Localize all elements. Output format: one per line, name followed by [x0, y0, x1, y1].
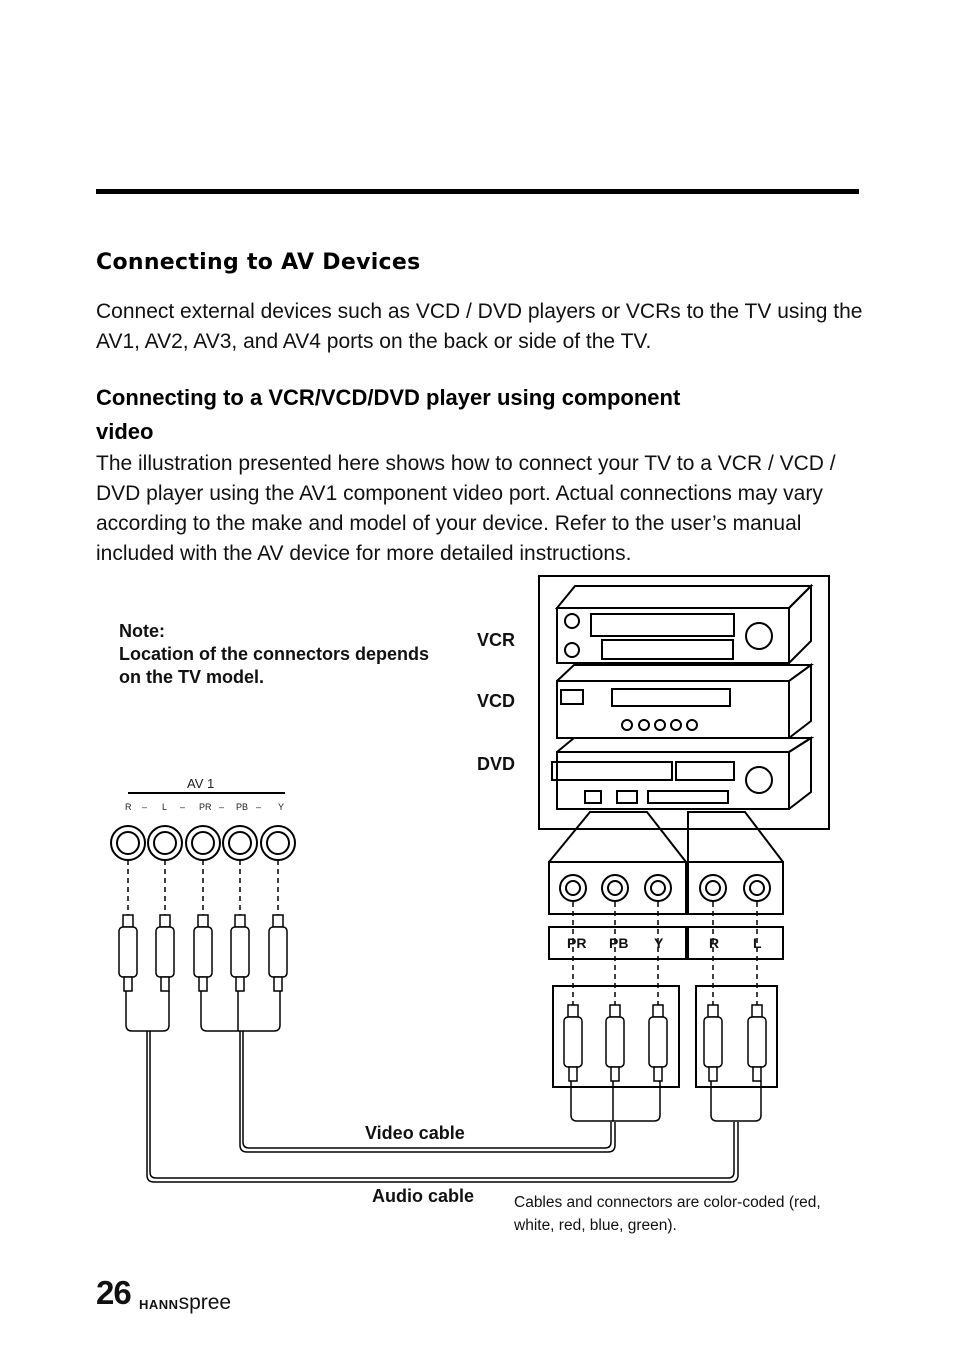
- device-plug-l: [748, 1005, 766, 1081]
- av1-port-label: AV 1: [187, 776, 215, 791]
- tv-plug-pb: [231, 915, 249, 991]
- note-title: Note:: [119, 621, 165, 641]
- section-heading: Connecting to AV Devices: [96, 250, 421, 275]
- svg-text:–: –: [256, 802, 262, 812]
- tv-jack-label-l: L: [162, 802, 168, 812]
- vcd-label: VCD: [477, 691, 516, 711]
- device-plug-pr: [564, 1005, 582, 1081]
- video-panel-top: [549, 812, 686, 862]
- tv-jack-label-y: Y: [278, 802, 285, 812]
- note-text: Location of the connectors depends on the TV model.: [119, 644, 430, 687]
- device-plug-y: [649, 1005, 667, 1081]
- tv-plug-l: [156, 915, 174, 991]
- device-jacks: [560, 875, 770, 901]
- svg-text:–: –: [180, 802, 186, 812]
- vcd-unit: [557, 665, 811, 738]
- audio-cable-label: Audio cable: [372, 1186, 475, 1206]
- audio-label-box: [688, 927, 783, 959]
- brand-logo: HANNspree: [139, 1291, 232, 1314]
- device-label-pb: PB: [609, 935, 629, 951]
- page-number: 26: [96, 1274, 131, 1311]
- tv-jack-label-pr: PR: [199, 802, 212, 812]
- device-label-pr: PR: [567, 935, 587, 951]
- dvd-unit: [552, 738, 811, 809]
- tv-av1-jacks: [111, 826, 295, 860]
- subsection-heading: Connecting to a VCR/VCD/DVD player using component video: [96, 385, 681, 444]
- intro-paragraph: Connect external devices such as VCD / DVD players or VCRs to the TV using the AV1, AV2, AV3, and AV4 ports on the back or side of the TV.: [96, 300, 863, 353]
- tv-plug-y: [269, 915, 287, 991]
- device-label-l: L: [753, 935, 762, 951]
- device-label-r: R: [709, 935, 720, 951]
- tv-jack-label-pb: PB: [236, 802, 249, 812]
- svg-text:–: –: [219, 802, 225, 812]
- tv-video-group: [201, 991, 280, 1031]
- tv-plug-pr: [194, 915, 212, 991]
- vcr-label: VCR: [477, 630, 516, 650]
- color-code-footnote: Cables and connectors are color-coded (red, white, red, blue, green).: [514, 1194, 821, 1234]
- tv-audio-pair: [126, 991, 169, 1031]
- device-label-y: Y: [654, 935, 664, 951]
- audio-panel: [688, 862, 783, 914]
- header-rule: [96, 189, 859, 194]
- body-paragraph: The illustration presented here shows how to connect your TV to a VCR / VCD / DVD player using the AV1 component video port. Actual connections may vary according to the make and model of your device. Refer to the user’s manual included with the AV device for more detailed instructions.: [96, 452, 836, 565]
- device-plug-pb: [606, 1005, 624, 1081]
- vcr-unit: [557, 586, 811, 663]
- audio-panel-top: [688, 812, 783, 862]
- device-plug-r: [704, 1005, 722, 1081]
- tv-jack-label-r: R: [125, 802, 132, 812]
- dvd-label: DVD: [477, 754, 516, 774]
- svg-text:–: –: [142, 802, 148, 812]
- connection-diagram: [0, 560, 954, 1200]
- video-cable-label: Video cable: [365, 1123, 465, 1143]
- tv-plug-r: [119, 915, 137, 991]
